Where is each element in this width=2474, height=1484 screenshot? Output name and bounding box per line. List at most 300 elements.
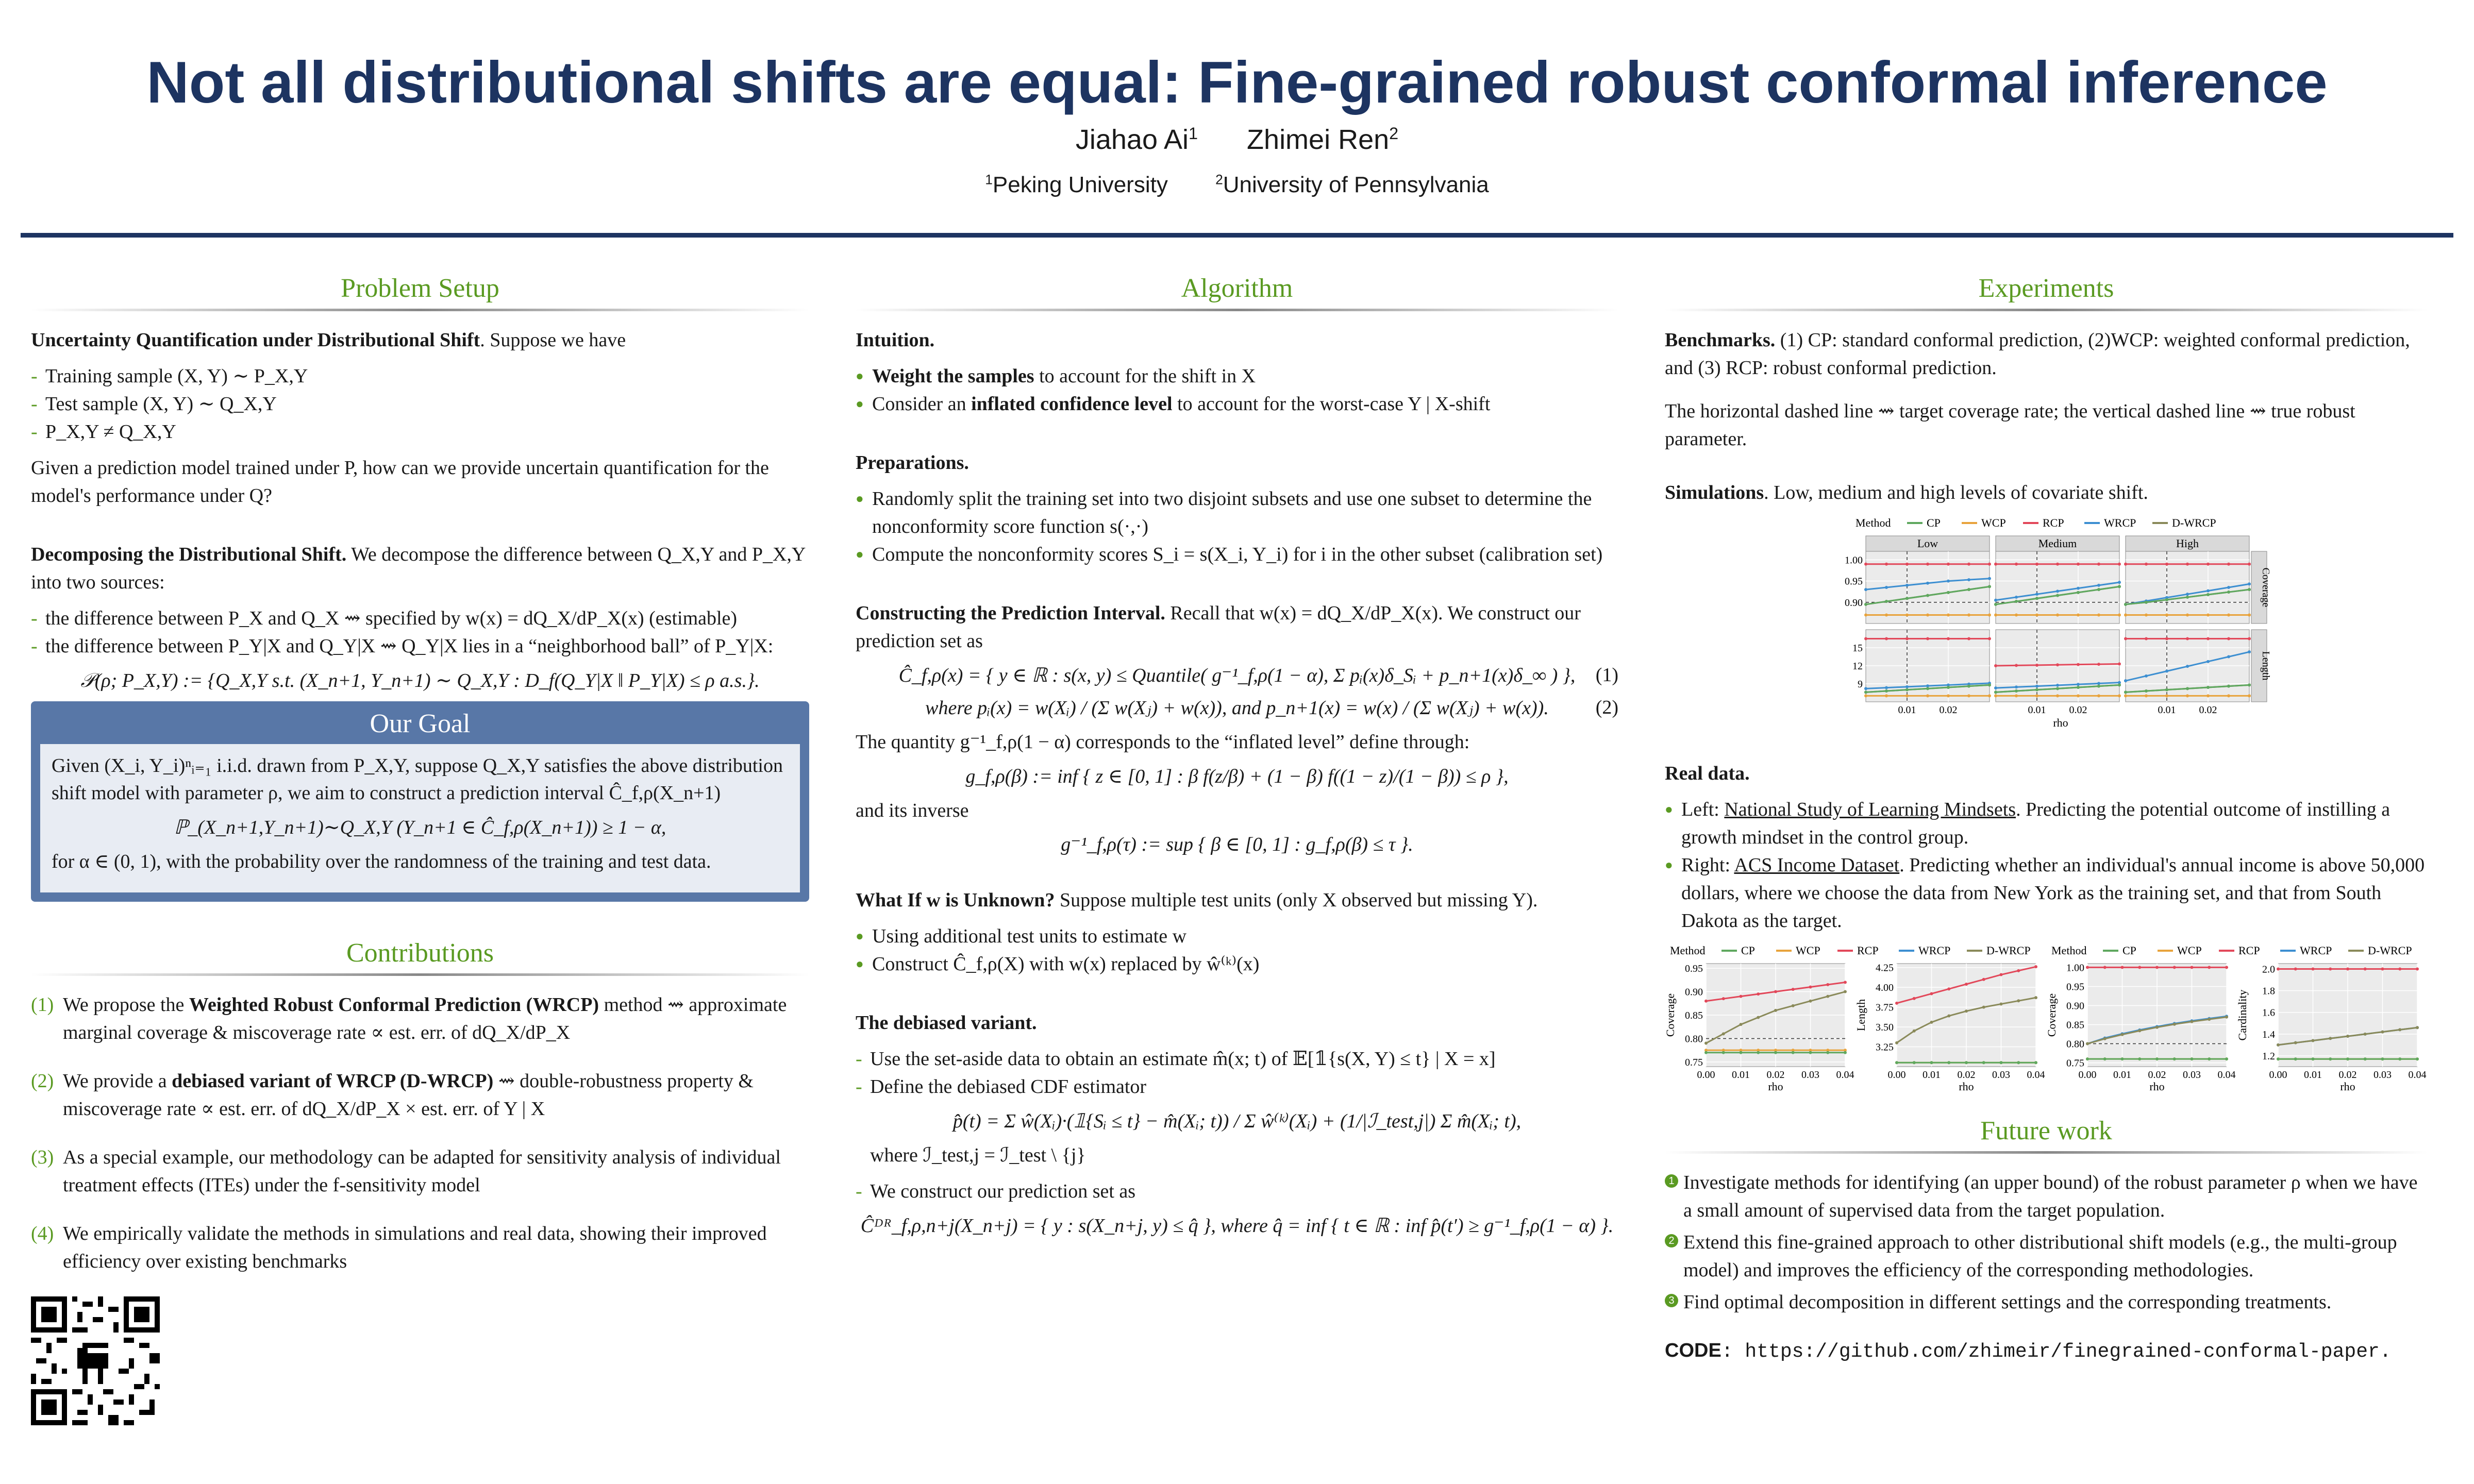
legend-label: RCP [1857,944,1879,957]
x-tick-label: 0.04 [2217,1069,2236,1081]
data-point [1967,613,1970,616]
data-point [1704,1000,1708,1003]
data-point [2191,966,2194,969]
data-point [2035,688,2038,691]
code-link[interactable]: CODE: https://github.com/zhimeir/finegrained-conformal-paper. [1665,1340,2392,1363]
data-point [2206,589,2210,592]
data-point [1722,1051,1725,1054]
equation-1: Ĉ_f,ρ(x) = { y ∈ ℝ : s(x, y) ≤ Quantile( g⁻¹_f,ρ(1 − α), Σ pᵢ(x)δ_Sᵢ + p_n+1(x)δ_∞ ) }, (1) [898,664,1618,686]
facet-label: Low [1917,536,1938,550]
goal-text: Given (X_i, Y_i)ⁿᵢ₌₁ i.i.d. drawn from P_X,Y, suppose Q_X,Y satisfies the above distribution shift model with parameter ρ, we aim to construct a prediction interval Ĉ_f,ρ(X_n+1) [52,754,783,804]
legend-label: D-WRCP [2368,944,2412,957]
data-point [2225,1058,2228,1061]
data-point [1809,986,1812,989]
data-point [2416,1026,2419,1030]
neighborhood-equation: 𝒫(ρ; P_X,Y) := {Q_X,Y s.t. (X_n+1, Y_n+1) ∼ Q_X,Y : D_f(Q_Y|X ‖ P_Y|X) ≤ ρ a.s.}. [80,669,760,692]
data-point [1965,983,1968,986]
data-point [2364,1033,2367,1036]
simulations-heading: Simulations [1665,481,1764,503]
benchmarks-heading: Benchmarks. [1665,329,1776,351]
data-point [2124,690,2127,694]
list-item: - Test sample (X, Y) ∼ Q_X,Y [31,391,809,418]
legend-label: WCP [1796,944,1820,957]
data-point [2294,968,2297,971]
equation-cdf: p̂(t) = Σ ŵ(Xᵢ)·(𝟙{Sᵢ ≤ t} − m̂(Xᵢ; t)) / Σ ŵ⁽ᵏ⁾(Xᵢ) + (1/|ℐ_test,j|) Σ m̂(Xᵢ; t), [952,1110,1522,1133]
data-point [1757,1051,1760,1054]
data-point [2035,613,2038,616]
data-point [2165,694,2168,697]
data-point [1809,1051,1812,1054]
contribution-list [31,991,809,1276]
simulation-chart-svg [1665,515,2428,742]
y-tick-label: 1.00 [1845,554,1863,566]
header-divider [21,233,2453,238]
data-point [2145,613,2148,616]
list-item: - the difference between P_X and Q_X ⇝ specified by w(x) = dQ_X/dP_X(x) (estimable) [31,605,809,633]
list-item: ● Right: ACS Income Dataset. Predicting whether an individual's annual income is above 50,000 dollars, where we choose the data from New York as the training set, and that from South Dakota as the target. [1665,852,2428,935]
data-point [2118,694,2121,697]
data-point [2155,966,2159,969]
y-tick-label: 4.25 [1876,963,1894,974]
decompose-list [31,605,809,661]
data-point [2206,562,2210,565]
data-point [2398,1058,2401,1061]
section-divider [31,309,809,311]
data-point [1988,637,1991,640]
data-point [1885,600,1888,603]
data-point [1965,1010,1968,1013]
data-point [1844,981,1847,984]
data-point [1864,613,1867,616]
data-point [2186,637,2189,640]
list-item: - Use the set-aside data to obtain an estimate m̂(x; t) of 𝔼[𝟙{s(X, Y) ≤ t} | X = x] [856,1045,1618,1073]
data-point [2225,1016,2228,1019]
data-point [2056,687,2059,690]
data-point [1864,588,1867,591]
data-point [1967,684,1970,687]
data-point [2103,1037,2107,1040]
data-point [2097,694,2100,697]
x-tick-label: 0.00 [1697,1069,1715,1081]
data-point [1982,1006,1985,1009]
data-point [1947,988,1950,991]
data-point [1885,586,1888,589]
data-point [1967,694,1970,697]
y-tick-label: 0.75 [1685,1057,1703,1069]
data-point [2206,593,2210,596]
data-point [2186,613,2189,616]
data-point [2056,694,2059,697]
dataset-link[interactable]: ACS Income Dataset [1734,854,1900,876]
decompose-heading: Decomposing the Distributional Shift. [31,543,347,565]
qr-code[interactable] [31,1296,160,1425]
data-point [2155,1026,2159,1029]
list-item: ● Randomly split the training set into two disjoint subsets and use one subset to determine the nonconformity score function s(·,·) [856,485,1618,541]
section-title-future: Future work [1980,1116,2112,1146]
legend-title: Method [1855,516,1891,529]
data-point [1930,1061,1933,1065]
data-point [2118,562,2121,565]
data-point [2015,689,2018,693]
data-point [2077,591,2080,594]
data-point [2165,562,2168,565]
data-point [2208,1058,2211,1061]
data-point [2227,586,2230,589]
section-title-algorithm: Algorithm [1181,274,1293,303]
data-point [2015,613,2018,616]
data-point [1994,603,1997,606]
x-axis-label: rho [1959,1080,1974,1093]
data-point [2346,968,2349,971]
affiliation-list [0,172,2474,198]
data-point [2097,584,2100,587]
data-point [2165,669,2168,672]
data-point [2124,637,2127,640]
data-point [1905,562,1909,565]
y-tick-label: 0.95 [2066,981,2084,993]
data-point [2312,1058,2315,1061]
list-item: ● Compute the nonconformity scores S_i = s(X_i, Y_i) for i in the other subset (calibration set) [856,541,1618,569]
data-point [2077,683,2080,686]
data-point [2124,613,2127,616]
data-point [2248,613,2251,616]
data-point [1905,688,1909,691]
data-point [1905,685,1909,688]
data-point [2145,601,2148,604]
future-list [1665,1169,2428,1317]
data-point [2145,674,2148,678]
x-tick-label: 0.04 [1836,1069,1854,1081]
data-point [1994,613,1997,616]
data-point [2227,694,2230,697]
data-point [1947,1015,1950,1018]
y-tick-label: 0.85 [2066,1020,2084,1032]
list-item: - P_X,Y ≠ Q_X,Y [31,418,809,446]
data-point [1994,694,1997,697]
x-tick-label: 0.01 [1923,1069,1941,1081]
x-tick-label: 0.03 [1801,1069,1819,1081]
data-point [2227,562,2230,565]
data-point [1926,694,1929,697]
data-point [2124,603,2127,606]
data-point [1905,694,1909,697]
data-point [1926,582,1929,585]
data-point [1885,637,1888,640]
data-point [2277,968,2280,971]
x-tick-label: 0.02 [1766,1069,1785,1081]
affiliation: $^1$Peking University [985,172,1168,197]
data-point [2138,1030,2141,1033]
data-point [2173,1023,2176,1026]
author: Zhimei Ren$^2$ [1247,124,1399,155]
data-point [1913,997,1916,1000]
legend-label: CP [1741,944,1755,957]
y-tick-label: 0.80 [2066,1039,2084,1051]
contribution-item: (2) We provide a debiased variant of WRCP (D-WRCP) ⇝ double-robustness property & miscoverage rate ∝ est. err. of dQ_X/dP_X × est. err. of Y | X [31,1070,754,1120]
data-point [2145,689,2148,693]
data-point [2165,688,2168,691]
legend-label: D-WRCP [2172,516,2216,529]
data-point [1930,992,1933,996]
data-point [2124,694,2127,697]
section-title-experiments: Experiments [1978,274,2114,303]
data-point [1740,995,1743,998]
data-point [2165,598,2168,601]
data-point [2145,562,2148,565]
data-point [2346,1058,2349,1061]
data-point [2035,593,2038,596]
data-point [2017,969,2020,972]
contribution-item: (3) As a special example, our methodology can be adapted for sensitivity analysis of individual treatment effects (ITEs) under the f-sensitivity model [31,1146,781,1196]
data-point [2145,694,2148,697]
x-axis-label: rho [1768,1080,1783,1093]
data-point [2056,589,2059,593]
problem-uq-block: Uncertainty Quantification under Distributional Shift. Suppose we have - Training sample (X, Y) ∼ P_X,Y - Test sample (X, Y) ∼ Q_X,Y - P_X,Y ≠ Q_X,Y Given a prediction model trained under P, how can we provide uncertain quantification for the model's performance under Q? [31,327,809,510]
data-point [2118,581,2121,584]
y-tick-label: 0.80 [1685,1033,1703,1045]
data-point [2381,1058,2384,1061]
y-tick-label: 1.4 [2262,1029,2275,1041]
data-point [2097,562,2100,565]
data-point [1926,562,1929,565]
data-point [1967,588,1970,591]
y-tick-label: 0.95 [1845,576,1863,587]
data-point [1988,562,1991,565]
construct-heading: Constructing the Prediction Interval. [856,602,1165,624]
data-point [2015,664,2018,667]
x-axis-label: rho [2053,716,2068,729]
data-point [2015,600,2018,603]
data-point [1967,578,1970,581]
y-tick-label: 1.00 [2066,962,2084,974]
legend-label: WRCP [1918,944,1951,957]
data-point [2015,596,2018,599]
x-axis-label: rho [2149,1080,2165,1093]
x-axis-label: rho [2340,1080,2355,1093]
y-tick-label: 1.6 [2262,1007,2275,1019]
goal-text: for α ∈ (0, 1), with the probability over the randomness of the training and test data. [52,851,711,873]
data-point [1982,1061,1985,1065]
author: Jiahao Ai$^1$ [1075,124,1198,155]
data-point [1967,562,1970,565]
data-point [1947,694,1950,697]
data-point [1947,1061,1950,1065]
data-point [2364,1058,2367,1061]
data-point [2056,613,2059,616]
data-point [2121,1033,2124,1036]
data-point [2034,1061,2037,1065]
data-point [2056,562,2059,565]
list-item: ● Weight the samples to account for the shift in X [856,363,1618,391]
legend-label: WRCP [2104,516,2136,529]
data-point [1913,1061,1916,1065]
data-point [2186,694,2189,697]
data-point [2186,596,2189,599]
data-point [1844,1051,1847,1054]
data-point [1704,1042,1708,1045]
data-point [1994,690,1997,694]
dataset-link[interactable]: National Study of Learning Mindsets [1724,798,2016,820]
data-point [1792,1051,1795,1054]
data-point [2227,684,2230,687]
y-tick-label: 15 [1852,642,1863,654]
data-point [2329,968,2332,971]
data-point [1967,637,1970,640]
data-point [1895,1041,1898,1044]
data-point [1895,1061,1898,1065]
data-point [2248,582,2251,585]
section-title-contributions: Contributions [346,938,494,968]
data-point [1947,613,1950,616]
section-title-problem: Problem Setup [341,274,499,303]
facet-label: Medium [2038,536,2077,550]
plot-panel [1996,551,2119,623]
data-point [1885,613,1888,616]
data-point [2381,1031,2384,1034]
list-item: - Training sample (X, Y) ∼ P_X,Y [31,363,809,391]
y-tick-label: 0.95 [1685,963,1703,975]
data-point [2077,586,2080,589]
poster-header [0,0,2474,242]
data-point [2227,655,2230,658]
list-item: 2 Extend this fine-grained approach to other distributional shift models (e.g., the multi-group model) and improves the efficiency of the corresponding methodologies. [1665,1229,2428,1285]
data-point [2191,1020,2194,1023]
section-divider [1665,1151,2428,1154]
real-data-list [1665,796,2428,935]
intuition-block [856,327,1618,418]
data-point [2097,613,2100,616]
data-point [1757,1016,1760,1019]
data-point [2165,637,2168,640]
data-point [1864,637,1867,640]
list-item: ● Left: National Study of Learning Mindsets. Predicting the potential outcome of instilling a growth mindset in the control group. [1665,796,2428,852]
affiliation: $^2$University of Pennsylvania [1215,172,1489,197]
y-axis-label: Length [1854,999,1867,1032]
data-point [2248,683,2251,686]
row-label: Length [2260,651,2271,681]
data-point [2138,966,2141,969]
real-data-charts [1665,943,2428,1100]
author-list [0,124,2474,156]
data-point [2206,660,2210,663]
data-point [2103,1058,2107,1061]
data-point [1864,562,1867,565]
data-point [2034,997,2037,1000]
data-point [2173,1058,2176,1061]
y-tick-label: 2.0 [2262,964,2275,976]
contribution-item: (1) We propose the Weighted Robust Conformal Prediction (WRCP) method ⇝ approximate marginal coverage & miscoverage rate ∝ est. err. of dQ_X/dP_X [31,994,787,1044]
problem-question: Given a prediction model trained under P, how can we provide uncertain quantification for the model's performance under Q? [31,457,769,507]
debiased-list-2 [856,1178,1618,1206]
y-tick-label: 1.2 [2262,1051,2275,1063]
y-axis-label: Coverage [2045,993,2058,1037]
legend-label: D-WRCP [1986,944,2031,957]
data-point [2206,637,2210,640]
data-point [2097,684,2100,687]
data-point [2329,1058,2332,1061]
data-point [2124,679,2127,682]
unknown-w-heading: What If w is Unknown? [856,889,1055,912]
legend-label: RCP [2238,944,2260,957]
data-point [2312,1039,2315,1042]
list-item: - We construct our prediction set as [856,1178,1618,1206]
data-point [2227,637,2230,640]
section-divider [31,973,809,976]
data-point [2248,588,2251,591]
data-point [1930,1021,1933,1024]
data-point [1774,990,1777,993]
debiased-list [856,1045,1618,1101]
data-point [1982,978,1985,981]
data-point [1988,577,1991,580]
x-tick-label: 0.02 [2148,1069,2166,1081]
data-point [2208,1018,2211,1021]
data-point [1988,683,1991,686]
y-tick-label: 0.90 [1845,597,1863,609]
data-point [2000,1003,2003,1006]
data-point [2118,683,2121,686]
data-point [2208,966,2211,969]
data-point [2165,613,2168,616]
real-data-chart-svg [1665,943,2428,1098]
data-point [1947,591,1950,594]
construct-block: Constructing the Prediction Interval. Recall that w(x) = dQ_X/dP_X(x). We construct our prediction set as Ĉ_f,ρ(x) = { y ∈ ℝ : s(x, y) ≤ Quantile( g⁻¹_f,ρ(1 − α), Σ pᵢ(x)δ_Sᵢ + p_n+1(x)δ_∞ ) }, (1) where pᵢ(x) = w(Xᵢ) / (Σ w(Xⱼ) + w(x)), and p_n+1(x) = w(x) / (Σ w(Xⱼ) + w(x)). (2) The quantity g⁻¹_f,ρ(1 − α) corresponds to the “inflated level” define through: g_f,ρ(β) := inf { z ∈ [0, 1] : β f(z/β) + (1 − β) f((1 − z)/(1 − β)) ≤ ρ }, and its inverse g⁻¹_f,ρ(τ) := sup { β ∈ [0, 1] : g_f,ρ(β) ≤ τ }. [856,602,1618,856]
equation-dr-set: Ĉᴰᴿ_f,ρ,n+j(X_n+j) = { y : s(X_n+j, y) ≤ q̂ }, where q̂ = inf { t ∈ ℝ : inf p̂(t′) ≥ g⁻¹_f,ρ(1 − α) }. [860,1215,1614,1237]
x-tick-label: 0.03 [2373,1069,2392,1081]
data-point [2206,613,2210,616]
data-point [2035,597,2038,600]
section-divider [1665,309,2428,311]
x-tick-label: 0.03 [1992,1069,2010,1081]
data-point [1757,993,1760,996]
data-point [2034,966,2037,969]
data-point [1885,689,1888,693]
data-point [2118,585,2121,588]
data-point [1988,585,1991,588]
data-point [2186,562,2189,565]
data-point [2086,1042,2089,1045]
x-tick-label: 0.01 [2158,704,2176,716]
list-item: - the difference between P_Y|X and Q_Y|X ⇝ Q_Y|X lies in a “neighborhood ball” of P_Y|X: [31,633,809,661]
equation-2: where pᵢ(x) = w(Xᵢ) / (Σ w(Xⱼ) + w(x)), and p_n+1(x) = w(x) / (Σ w(Xⱼ) + w(x)). (2) [925,696,1618,719]
data-point [2015,562,2018,565]
facet-label: High [2176,536,2199,550]
y-tick-label: 9 [1858,678,1863,690]
column-middle [856,263,1618,1246]
row-label: Coverage [2260,567,2271,608]
intuition-list [856,363,1618,418]
data-point [2206,694,2210,697]
goal-equation: ℙ_(X_n+1,Y_n+1)∼Q_X,Y (Y_n+1 ∈ Ĉ_f,ρ(X_n+1)) ≥ 1 − α, [174,817,666,839]
data-point [2416,968,2419,971]
data-point [1947,686,1950,689]
x-tick-label: 0.00 [2078,1069,2097,1081]
data-point [1826,1051,1829,1054]
data-point [2086,1058,2089,1061]
x-tick-label: 0.02 [2199,704,2217,716]
y-tick-label: 3.50 [1876,1022,1894,1034]
data-point [2000,1061,2003,1065]
real-data-heading: Real data. [1665,762,1750,784]
data-point [1722,998,1725,1001]
data-point [2015,685,2018,688]
x-tick-label: 0.01 [1732,1069,1750,1081]
y-axis-label: Cardinality [2236,989,2249,1041]
data-point [2277,1058,2280,1061]
data-point [1905,637,1909,640]
data-point [2248,562,2251,565]
simulation-chart [1665,515,2428,745]
